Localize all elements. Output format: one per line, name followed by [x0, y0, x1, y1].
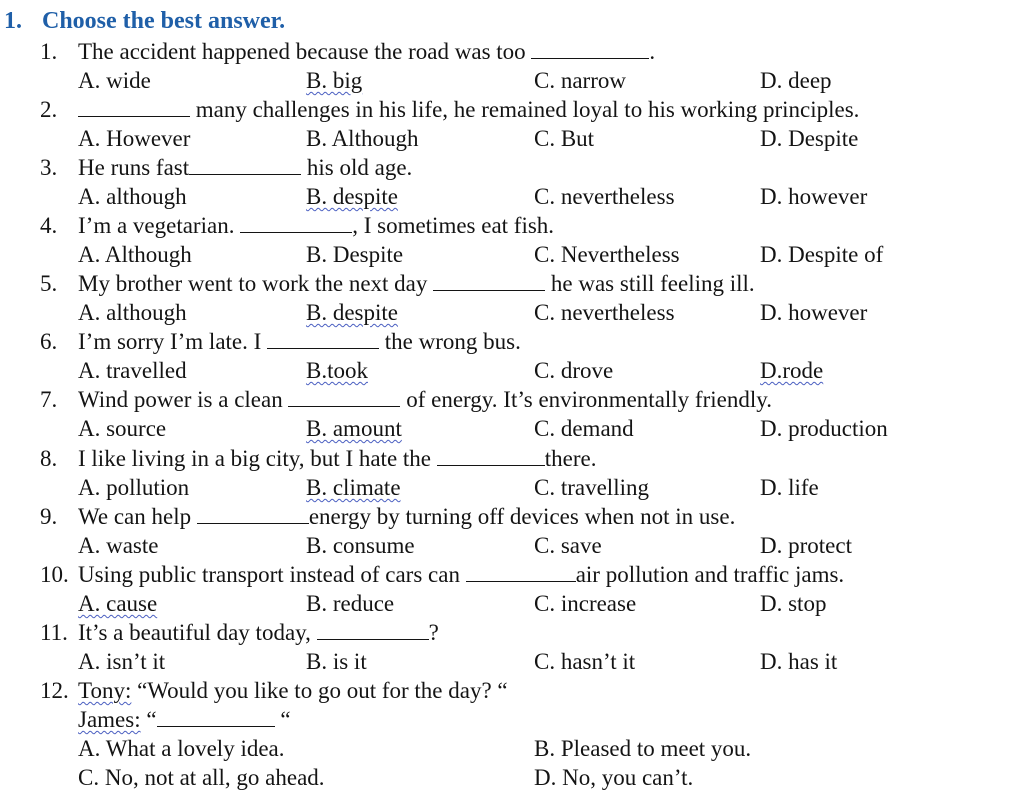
question-number: 7.	[40, 387, 58, 412]
option-c[interactable]: C. save	[534, 533, 602, 558]
question-10	[40, 560, 844, 589]
question-text-before: The accident happened because the road was too	[78, 39, 532, 64]
question-text-before: We can help	[78, 504, 197, 529]
question-text-after: there.	[544, 446, 597, 471]
question-text-after: many challenges in his life, he remained loyal to his working principles.	[190, 97, 860, 122]
option-b[interactable]: B. Although	[306, 126, 419, 151]
question-text-before: I’m a vegetarian.	[78, 213, 241, 238]
option-d[interactable]: D. deep	[760, 68, 832, 93]
option-a[interactable]: A. pollution	[78, 475, 190, 500]
question-text-after: the wrong bus.	[379, 329, 521, 354]
speaker-james: James:	[78, 707, 141, 732]
question-number: 12.	[40, 678, 69, 703]
option-b[interactable]: B. climate	[306, 475, 401, 500]
option-d[interactable]: D. has it	[760, 649, 838, 674]
dialogue-line-2	[78, 705, 291, 734]
option-d[interactable]: D. protect	[760, 533, 852, 558]
option-b[interactable]: B. is it	[306, 649, 367, 674]
option-a[interactable]: A. cause	[78, 591, 158, 616]
question-text-before: Wind power is a clean	[78, 387, 289, 412]
section-number: 1.	[4, 8, 22, 34]
question-text-after: , I sometimes eat fish.	[352, 213, 555, 238]
option-c[interactable]: C. Nevertheless	[534, 242, 680, 267]
question-number: 8.	[40, 446, 58, 471]
option-d[interactable]: D.rode	[760, 358, 824, 383]
question-number: 4.	[40, 213, 58, 238]
option-b[interactable]: B. Pleased to meet you.	[534, 736, 752, 761]
option-d[interactable]: D. Despite	[760, 126, 859, 151]
question-number: 10.	[40, 562, 69, 587]
question-text-after: ?	[428, 620, 439, 645]
question-number: 3.	[40, 155, 58, 180]
question-4	[40, 211, 554, 240]
option-c[interactable]: C. But	[534, 126, 595, 151]
option-b[interactable]: B. despite	[306, 184, 398, 209]
option-b[interactable]: B. despite	[306, 300, 398, 325]
option-a[interactable]: A. wide	[78, 68, 151, 93]
answer-blank[interactable]	[78, 96, 190, 117]
option-b[interactable]: B. Despite	[306, 242, 404, 267]
answer-blank[interactable]	[267, 328, 379, 349]
option-a[interactable]: A. Although	[78, 242, 192, 267]
option-c[interactable]: C. hasn’t it	[534, 649, 636, 674]
option-a[interactable]: A. although	[78, 184, 187, 209]
quote-close: “	[274, 707, 291, 732]
question-text-before: My brother went to work the next day	[78, 271, 434, 296]
question-8	[40, 444, 596, 473]
section-title: Choose the best answer.	[42, 8, 286, 34]
question-text-before: It’s a beautiful day today,	[78, 620, 317, 645]
question-1	[40, 37, 655, 66]
option-c[interactable]: C. nevertheless	[534, 184, 675, 209]
option-c[interactable]: C. increase	[534, 591, 637, 616]
option-c[interactable]: C. nevertheless	[534, 300, 675, 325]
option-b[interactable]: B. amount	[306, 416, 402, 441]
option-d[interactable]: D. however	[760, 184, 868, 209]
question-text-after: his old age.	[301, 155, 413, 180]
option-d[interactable]: D. production	[760, 416, 888, 441]
answer-blank[interactable]	[531, 38, 649, 59]
option-b[interactable]: B. consume	[306, 533, 415, 558]
option-d[interactable]: D. Despite of	[760, 242, 884, 267]
question-7	[40, 385, 772, 414]
option-a[interactable]: A. isn’t it	[78, 649, 166, 674]
answer-blank[interactable]	[288, 386, 400, 407]
question-9	[40, 502, 735, 531]
answer-blank[interactable]	[433, 270, 545, 291]
answer-blank[interactable]	[437, 445, 545, 466]
question-number: 5.	[40, 271, 58, 296]
option-d[interactable]: D. No, you can’t.	[534, 765, 694, 790]
answer-blank[interactable]	[466, 561, 576, 582]
option-c[interactable]: C. No, not at all, go ahead.	[78, 765, 325, 790]
option-a[interactable]: A. although	[78, 300, 187, 325]
answer-blank[interactable]	[317, 619, 429, 640]
option-c[interactable]: C. travelling	[534, 475, 649, 500]
question-text-after: he was still feeling ill.	[545, 271, 755, 296]
option-d[interactable]: D. stop	[760, 591, 827, 616]
question-3	[40, 153, 412, 182]
answer-blank[interactable]	[157, 706, 275, 727]
question-text-before: I like living in a big city, but I hate the	[78, 446, 437, 471]
question-text-before: Using public transport instead of cars can	[78, 562, 466, 587]
option-a[interactable]: A. However	[78, 126, 191, 151]
option-c[interactable]: C. drove	[534, 358, 614, 383]
option-a[interactable]: A. waste	[78, 533, 159, 558]
option-a[interactable]: A. What a lovely idea.	[78, 736, 285, 761]
question-text-after: .	[649, 39, 656, 64]
question-number: 1.	[40, 39, 58, 64]
option-c[interactable]: C. narrow	[534, 68, 626, 93]
question-12	[40, 676, 508, 705]
option-d[interactable]: D. life	[760, 475, 819, 500]
question-6	[40, 327, 521, 356]
question-5	[40, 269, 755, 298]
question-11	[40, 618, 439, 647]
section-heading	[4, 6, 285, 36]
question-number: 6.	[40, 329, 58, 354]
question-number: 2.	[40, 97, 58, 122]
question-text-before: He runs fast	[78, 155, 190, 180]
question-text-after: energy by turning off devices when not in use.	[308, 504, 736, 529]
question-2	[40, 95, 859, 124]
question-number: 11.	[40, 620, 68, 645]
option-b[interactable]: B.took	[306, 358, 368, 383]
question-text-before: I’m sorry I’m late. I	[78, 329, 268, 354]
answer-blank[interactable]	[240, 212, 352, 233]
option-b[interactable]: B. reduce	[306, 591, 395, 616]
answer-blank[interactable]	[189, 154, 301, 175]
option-c[interactable]: C. demand	[534, 416, 634, 441]
option-a[interactable]: A. travelled	[78, 358, 187, 383]
option-d[interactable]: D. however	[760, 300, 868, 325]
option-b[interactable]: B. big	[306, 68, 363, 93]
answer-blank[interactable]	[197, 503, 309, 524]
option-a[interactable]: A. source	[78, 416, 167, 441]
dialogue-line-1: “Would you like to go out for the day? “	[131, 678, 508, 703]
question-text-after: air pollution and traffic jams.	[575, 562, 845, 587]
question-text-after: of energy. It’s environmentally friendly.	[400, 387, 772, 412]
speaker-tony: Tony:	[78, 678, 132, 703]
question-number: 9.	[40, 504, 58, 529]
quote-open: “	[140, 707, 157, 732]
